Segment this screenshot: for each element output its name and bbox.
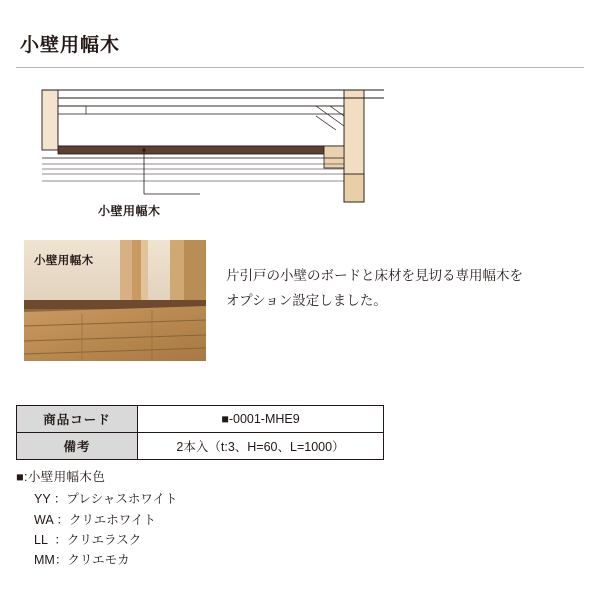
spec-header-product-code: 商品コード <box>17 406 138 433</box>
table-row <box>17 406 384 433</box>
legend-list <box>16 489 178 570</box>
photo-label: 小壁用幅木 <box>34 255 94 267</box>
description-line-1: 片引戸の小壁のボードと床材を見切る専用幅木を <box>226 268 523 283</box>
drawing-caption: 小壁用幅木 <box>98 204 161 218</box>
list-item: YY ：プレシャスホワイト <box>34 492 178 507</box>
title-divider <box>16 67 584 68</box>
list-item: WA ：クリエホワイト <box>34 512 156 527</box>
page-title: 小壁用幅木 <box>20 35 121 56</box>
product-photo <box>24 240 206 361</box>
spec-value-product-code: ■-0001-MHE9 <box>138 406 384 433</box>
photo-and-description <box>16 240 584 368</box>
technical-drawing-section <box>16 82 584 234</box>
legend-lead: ■:小壁用幅木色 <box>16 470 106 484</box>
description-line-2: オプション設定しました。 <box>226 292 387 308</box>
color-legend <box>16 467 178 570</box>
table-row <box>17 433 384 460</box>
list-item: MM：クリエモカ <box>34 553 130 567</box>
spec-value-remarks: 2本入（t:3、H=60、L=1000） <box>138 433 384 460</box>
spec-table <box>16 405 384 460</box>
spec-header-remarks: 備考 <box>17 433 138 460</box>
cross-section-drawing <box>24 82 384 212</box>
product-description <box>226 264 596 314</box>
list-item: LL ：クリエラスク <box>34 532 142 547</box>
